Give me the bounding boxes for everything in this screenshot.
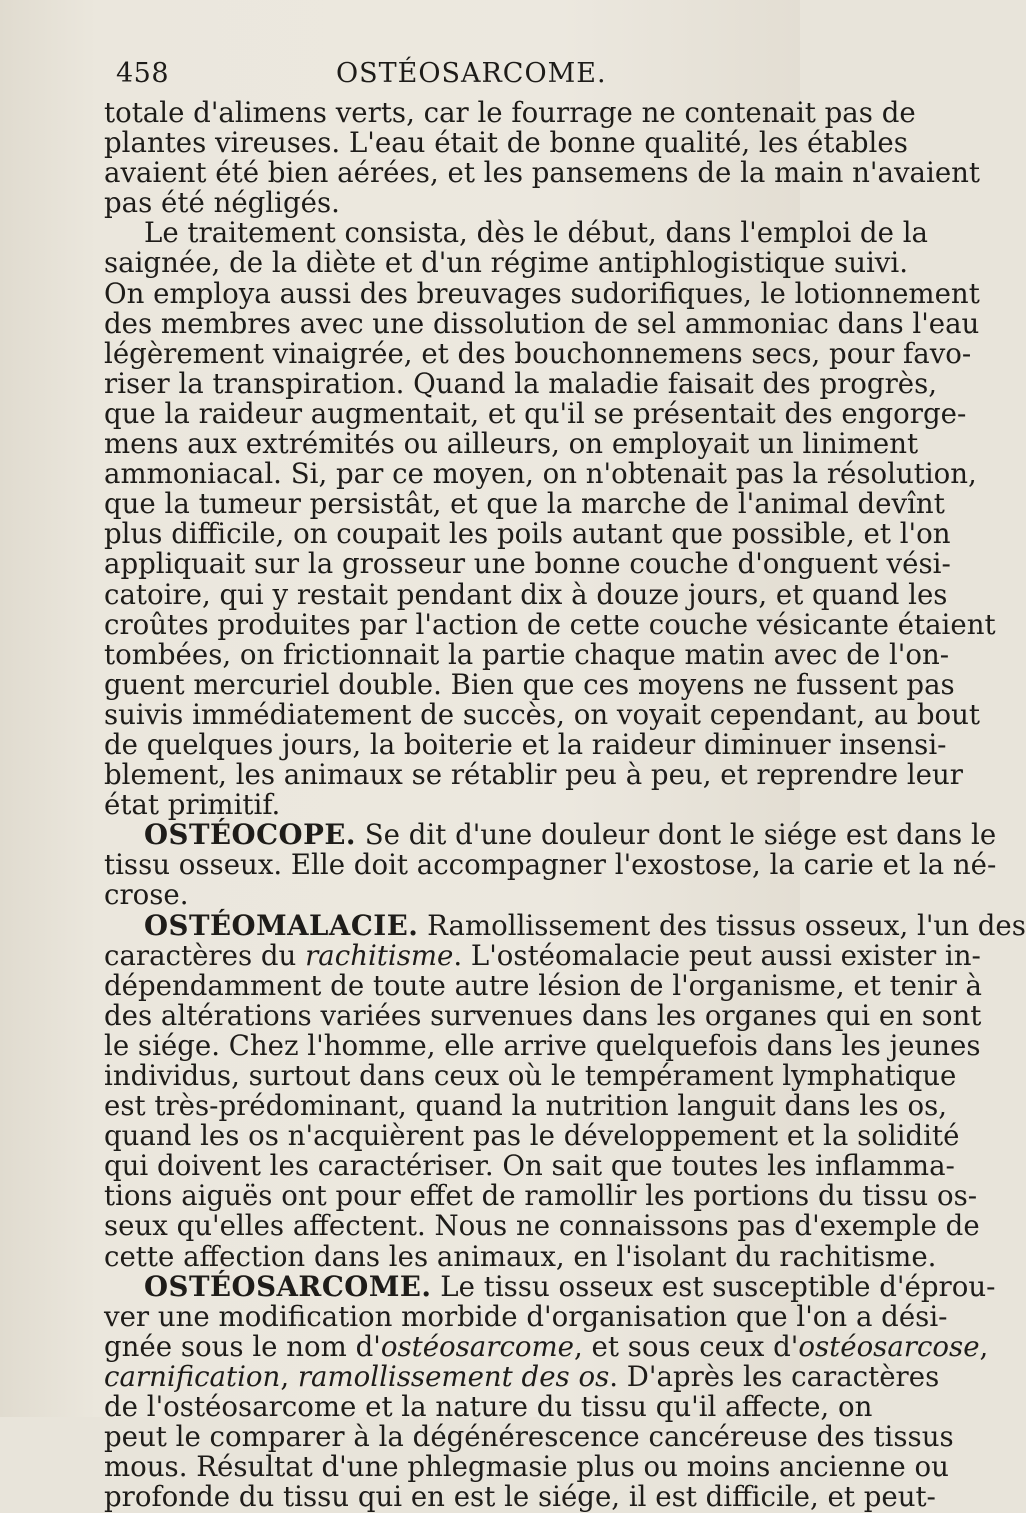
text-line (104, 517, 951, 551)
text-line (104, 1299, 948, 1333)
text-line (104, 396, 967, 430)
text-run: le siége. Chez l'homme, elle arrive quelquefois dans les jeunes (104, 1028, 981, 1062)
text-run: , (280, 1359, 298, 1393)
text-line (104, 1209, 980, 1243)
text-line (104, 276, 980, 310)
text-line (104, 790, 790, 820)
text-line (104, 968, 983, 1002)
text-run: totale d'alimens verts, car le fourrage ne contenait pas de (104, 96, 916, 129)
text-run: que la tumeur persistât, et que la marche de l'animal devînt (104, 487, 945, 521)
text-line (104, 366, 938, 400)
text-line (104, 306, 980, 340)
text-run: plus difficile, on coupait les poils autant que possible, et l'on (104, 517, 951, 551)
text-line (104, 880, 790, 910)
text-line (104, 1089, 947, 1123)
text-run: suivis immédiatement de succès, on voyait cependant, au bout (104, 697, 980, 731)
text-run: guent mercuriel double. Bien que ces moyens ne fussent pas (104, 667, 955, 701)
text-run: saignée, de la diète et d'un régime antiphlogistique suivi. (104, 246, 908, 280)
text-line (104, 427, 919, 461)
text-run: pas été négligés. (104, 186, 340, 220)
text-run: appliquait sur la grosseur une bonne couche d'onguent vési- (104, 547, 951, 581)
text-run: riser la transpiration. Quand la maladie faisait des progrès, (104, 366, 938, 400)
text-run: des altérations variées survenues dans les organes qui en sont (104, 998, 982, 1032)
text-line (104, 1119, 960, 1153)
italic-term: ramollissement des os (297, 1359, 610, 1393)
entry-headword: OSTÉOSARCOME. (144, 1269, 432, 1303)
text-run: tombées, on frictionnait la partie chaque matin avec de l'on- (104, 637, 950, 671)
italic-term: ostéosarcose (798, 1329, 980, 1363)
text-line (104, 1059, 957, 1092)
text-run: plantes vireuses. L'eau était de bonne qualité, les étables (104, 126, 908, 160)
text-line (104, 1149, 955, 1183)
text-run: seux qu'elles affectent. Nous ne connaissons pas d'exemple de (104, 1209, 980, 1243)
text-line (104, 1179, 978, 1213)
text-line (104, 96, 916, 129)
text-line (104, 156, 981, 190)
text-line (104, 1239, 937, 1273)
text-run: mous. Résultat d'une phlegmasie plus ou moins ancienne ou (104, 1450, 949, 1484)
text-line (104, 246, 908, 280)
text-run: des membres avec une dissolution de sel ammoniac dans l'eau (104, 306, 980, 340)
text-run: , (979, 1329, 989, 1363)
text-run: On employa aussi des breuvages sudorifiques, le lotionnement (104, 276, 980, 310)
text-line (104, 126, 908, 160)
text-line (104, 1450, 949, 1484)
text-line (104, 938, 981, 972)
text-line (104, 758, 963, 792)
running-title: OSTÉOSARCOME. (336, 58, 607, 89)
text-line (104, 818, 997, 852)
text-line (104, 908, 1026, 942)
text-line (104, 1028, 981, 1062)
italic-term: rachitisme (305, 938, 454, 972)
text-run: croûtes produites par l'action de cette couche vésicante étaient (104, 607, 996, 641)
text-line (104, 637, 950, 671)
text-run: cette affection dans les animaux, en l'isolant du rachitisme. (104, 1239, 937, 1273)
page-number: 458 (116, 58, 170, 89)
text-run: dépendamment de toute autre lésion de l'organisme, et tenir à (104, 968, 983, 1002)
text-run: quand les os n'acquièrent pas le développement et la solidité (104, 1119, 960, 1153)
text-run: est très-prédominant, quand la nutrition languit dans les os, (104, 1089, 947, 1123)
text-line (104, 1480, 936, 1513)
text-run: profonde du tissu qui en est le siége, il est difficile, et peut- (104, 1480, 936, 1513)
text-run: crose. (104, 878, 189, 912)
text-line (104, 697, 980, 731)
italic-term: carnification (104, 1359, 281, 1393)
text-line (104, 457, 977, 491)
text-run: ammoniacal. Si, par ce moyen, on n'obtenait pas la résolution, (104, 457, 977, 491)
text-line (104, 1420, 954, 1454)
text-line (104, 336, 972, 370)
text-line (104, 667, 955, 701)
text-line (104, 1390, 873, 1424)
text-line (104, 607, 996, 641)
italic-term: ostéosarcome (380, 1329, 575, 1363)
text-run: individus, surtout dans ceux où le tempérament lymphatique (104, 1059, 957, 1092)
text-line (104, 547, 951, 581)
text-run: . D'après les caractères (609, 1359, 940, 1393)
text-run: légèrement vinaigrée, et des bouchonnemens secs, pour favo- (104, 336, 972, 370)
text-run: ver une modification morbide d'organisation que l'on a dési- (104, 1299, 948, 1333)
text-run: blement, les animaux se rétablir peu à peu, et reprendre leur (104, 758, 963, 792)
text-run: . L'ostéomalacie peut aussi exister in- (453, 938, 981, 972)
text-run: de l'ostéosarcome et la nature du tissu qu'il affecte, on (104, 1390, 873, 1424)
text-line (104, 1329, 989, 1363)
text-line (104, 848, 997, 882)
text-run: qui doivent les caractériser. On sait que toutes les inflamma- (104, 1149, 955, 1183)
entry-headword: OSTÉOMALACIE. (144, 908, 419, 942)
text-run: , et sous ceux d' (574, 1329, 799, 1363)
text-line (104, 188, 790, 218)
text-line (104, 577, 948, 611)
text-line (104, 1359, 940, 1393)
text-run: catoire, qui y restait pendant dix à douze jours, et quand les (104, 577, 948, 611)
text-line (104, 1269, 996, 1303)
text-run: mens aux extrémités ou ailleurs, on employait un liniment (104, 427, 919, 461)
text-run: tissu osseux. Elle doit accompagner l'exostose, la carie et la né- (104, 848, 997, 882)
page-header (104, 58, 778, 98)
text-run: caractères du (104, 938, 306, 972)
body-text (104, 96, 1026, 1513)
text-run: Ramollissement des tissus osseux, l'un des (418, 908, 1026, 942)
text-line (104, 487, 945, 521)
text-run: gnée sous le nom d' (104, 1329, 381, 1363)
text-run: peut le comparer à la dégénérescence cancéreuse des tissus (104, 1420, 954, 1454)
text-line (104, 727, 947, 761)
text-run: de quelques jours, la boiterie et la raideur diminuer insensi- (104, 727, 947, 761)
text-run: Le tissu osseux est susceptible d'éprou- (431, 1269, 996, 1303)
text-run: avaient été bien aérées, et les pansemens de la main n'avaient (104, 156, 981, 190)
text-run: que la raideur augmentait, et qu'il se présentait des engorge- (104, 396, 967, 430)
text-line (104, 216, 928, 250)
text-line (104, 998, 982, 1032)
text-run: tions aiguës ont pour effet de ramollir les portions du tissu os- (104, 1179, 978, 1213)
text-run: état primitif. (104, 788, 281, 822)
text-run: Le traitement consista, dès le début, dans l'emploi de la (144, 216, 928, 250)
entry-headword: OSTÉOCOPE. (144, 818, 356, 852)
text-run: Se dit d'une douleur dont le siége est dans le (355, 818, 997, 852)
